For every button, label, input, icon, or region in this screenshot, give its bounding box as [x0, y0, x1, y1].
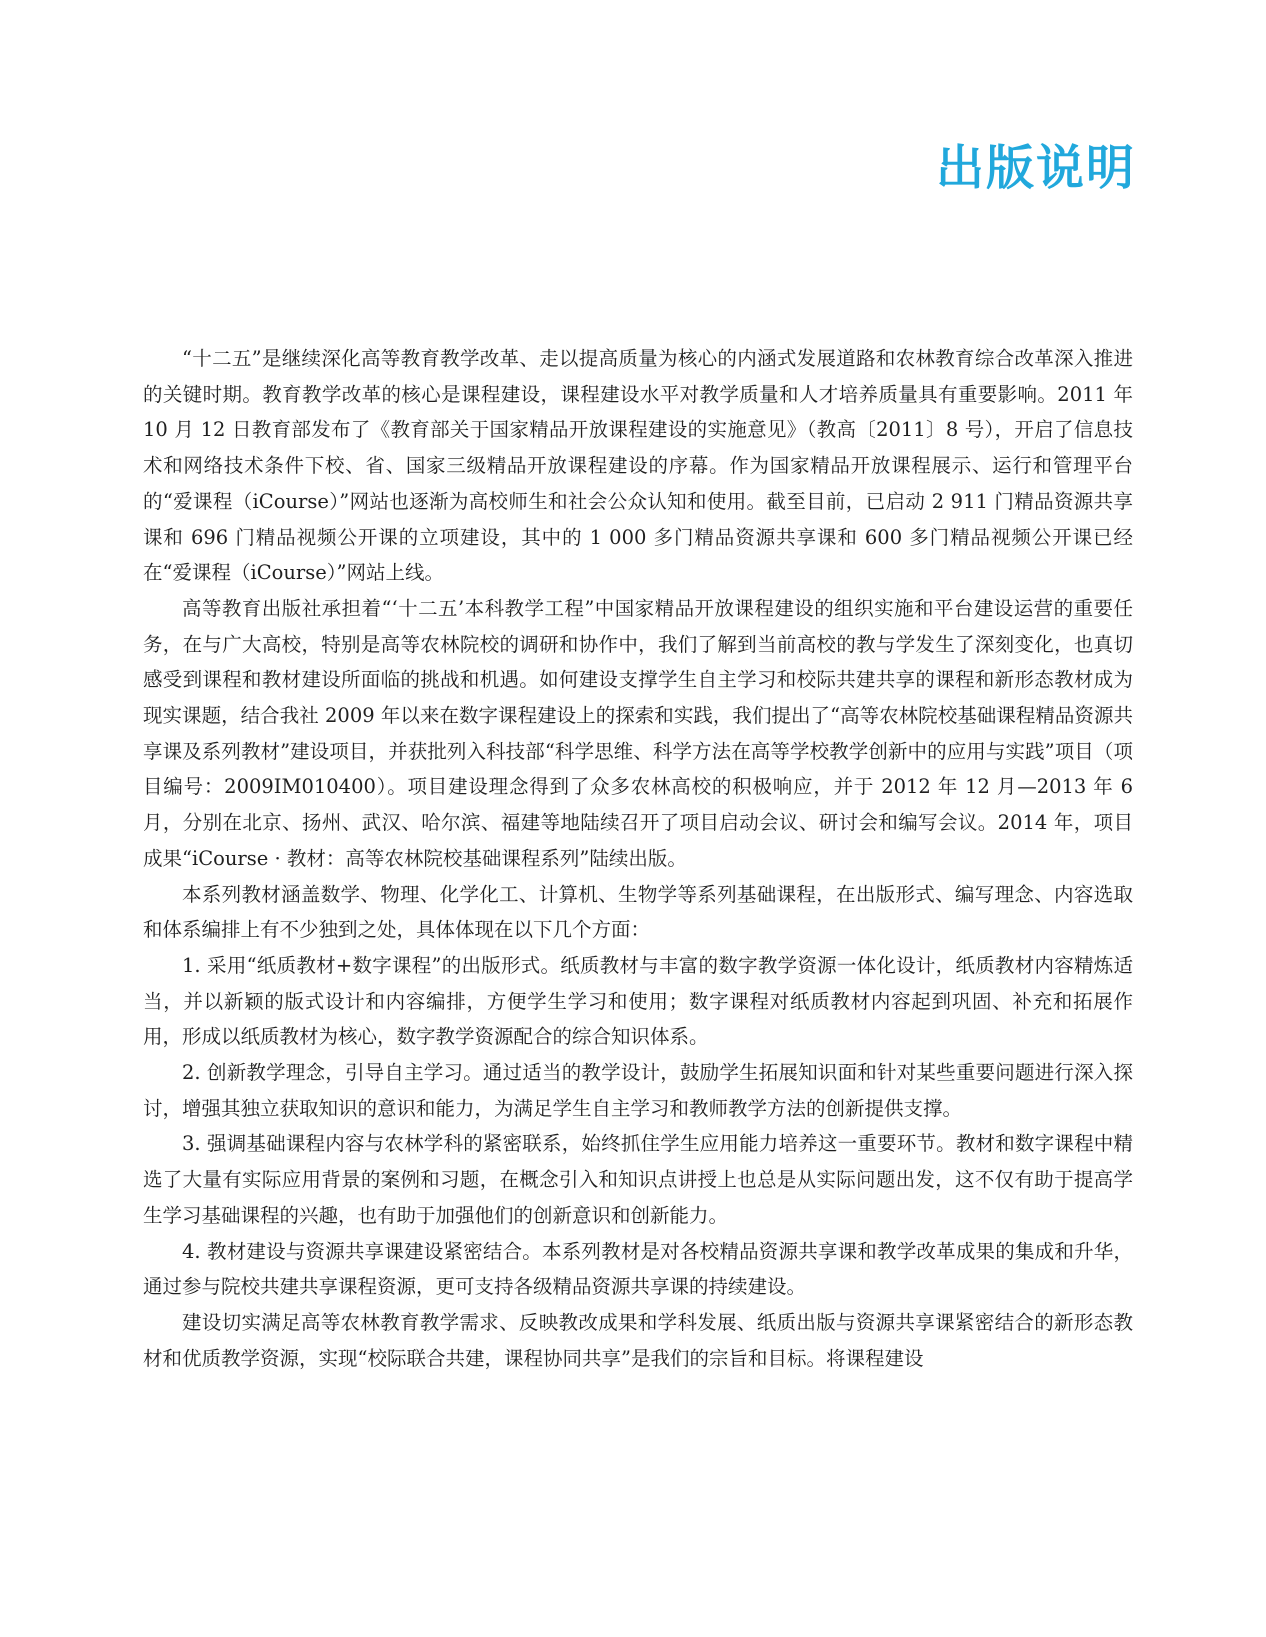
paragraph-conclusion: 建设切实满足高等农林教育教学需求、反映教改成果和学科发展、纸质出版与资源共享课紧密结合的新形态教材和优质教学资源，实现“校际联合共建，课程协同共享”是我们的宗旨和目标。将课程建设 [143, 1310, 1133, 1370]
paragraph-point-4: 4. 教材建设与资源共享课建设紧密结合。本系列教材是对各校精品资源共享课和教学改革成果的集成和升华，通过参与院校共建共享课程资源，更可支持各级精品资源共享课的持续建设。 [143, 1239, 1133, 1299]
page-title: 出版说明 [935, 140, 1136, 196]
paragraph-point-1: 1. 采用“纸质教材+数字课程”的出版形式。纸质教材与丰富的数字教学资源一体化设计，纸质教材内容精炼适当，并以新颖的版式设计和内容编排，方便学生学习和使用；数字课程对纸质教材内容起到巩固、补充和拓展作用，形成以纸质教材为核心，数字教学资源配合的综合知识体系。 [143, 953, 1133, 1049]
paragraph-point-3: 3. 强调基础课程内容与农林学科的紧密联系，始终抓住学生应用能力培养这一重要环节。教材和数字课程中精选了大量有实际应用背景的案例和习题，在概念引入和知识点讲授上也总是从实际问题出发，这不仅有助于提高学生学习基础课程的兴趣，也有助于加强他们的创新意识和创新能力。 [143, 1132, 1133, 1227]
paragraph-intro: “十二五”是继续深化高等教育教学改革、走以提高质量为核心的内涵式发展道路和农林教育综合改革深入推进的关键时期。教育教学改革的核心是课程建设，课程建设水平对教学质量和人才培养质量具有重要影响。2011 年 10 月 12 日教育部发布了《教育部关于国家精品开放课程建设的实施意见》（教高〔2011〕8 号），开启了信息技术和网络技术条件下校、省、国家三级精品开放课程建设的序幕。作为国家精品开放课程展示、运行和管理平台的“爱课程（iCourse）”网站也逐渐为高校师生和社会公众认知和使用。截至目前，已启动 2 911 门精品资源共享课和 696 门精品视频公开课的立项建设，其中的 1 000 多门精品资源共享课和 600 多门精品视频公开课已经在“爱课程（iCourse）”网站上线。 [143, 347, 1133, 585]
paragraph-point-2: 2. 创新教学理念，引导自主学习。通过适当的教学设计，鼓励学生拓展知识面和针对某些重要问题进行深入探讨，增强其独立获取知识的意识和能力，为满足学生自主学习和教师教学方法的创新提供支撑。 [143, 1061, 1133, 1120]
body-text [143, 341, 1133, 1376]
paragraph-project: 高等教育出版社承担着“‘十二五’本科教学工程”中国家精品开放课程建设的组织实施和平台建设运营的重要任务，在与广大高校，特别是高等农林院校的调研和协作中，我们了解到当前高校的教与学发生了深刻变化，也真切感受到课程和教材建设所面临的挑战和机遇。如何建设支撑学生自主学习和校际共建共享的课程和新形态教材成为现实课题，结合我社 2009 年以来在数字课程建设上的探索和实践，我们提出了“高等农林院校基础课程精品资源共享课及系列教材”建设项目，并获批列入科技部“科学思维、科学方法在高等学校教学创新中的应用与实践”项目（项目编号：2009IM010400）。项目建设理念得到了众多农林高校的积极响应，并于 2012 年 12 月—2013 年 6 月，分别在北京、扬州、武汉、哈尔滨、福建等地陆续召开了项目启动会议、研讨会和编写会议。2014 年，项目成果“iCourse · 教材：高等农林院校基础课程系列”陆续出版。 [143, 596, 1133, 870]
paragraph-series-overview: 本系列教材涵盖数学、物理、化学化工、计算机、生物学等系列基础课程，在出版形式、编写理念、内容选取和体系编排上有不少独到之处，具体体现在以下几个方面： [143, 882, 1133, 942]
